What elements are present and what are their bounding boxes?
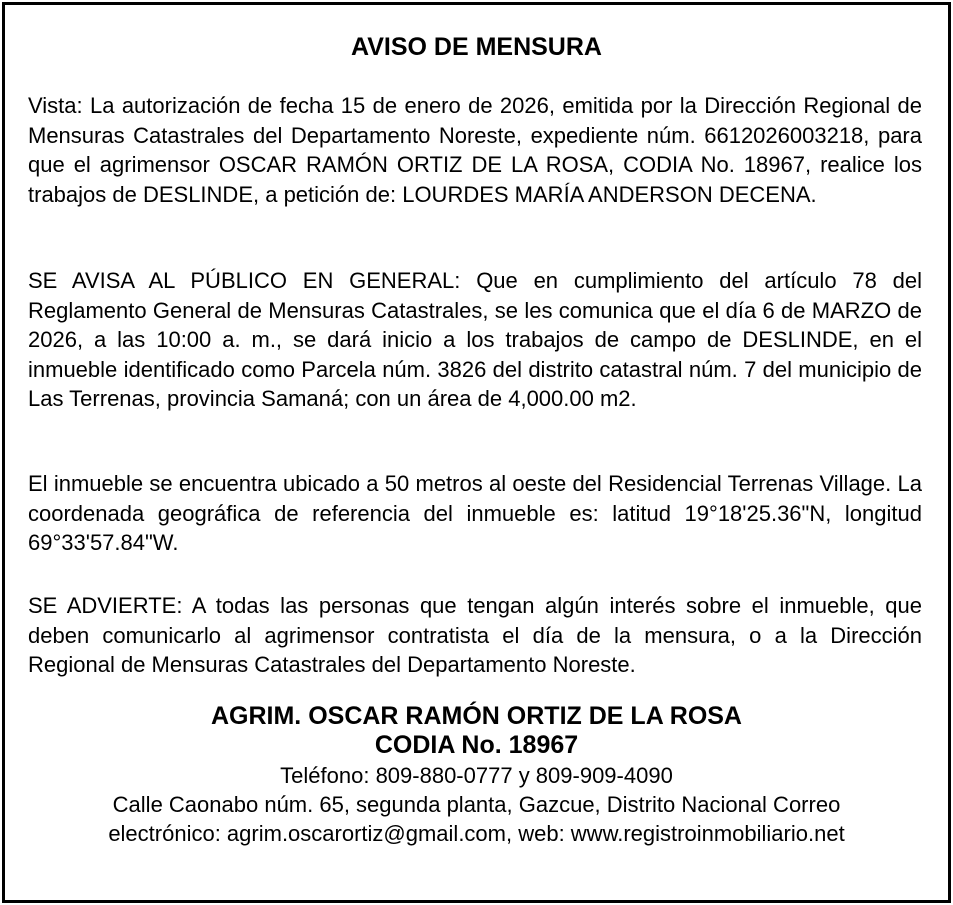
codia-number: CODIA No. 18967 <box>374 731 579 759</box>
signature-block <box>5 702 948 848</box>
notice-box <box>2 2 951 903</box>
authorization-paragraph: Vista: La autorización de fecha 15 de enero de 2026, emitida por la Dirección Regional de Mensuras Catastrales del Departamento Noreste, expediente núm. 6612026003218, para que el agrimensor OSCAR RAMÓN ORTIZ DE LA ROSA, CODIA No. 18967, realice los trabajos de DESLINDE, a petición de: LOURDES MARÍA ANDERSON DECENA. <box>28 93 922 207</box>
address-line: Calle Caonabo núm. 65, segunda planta, Gazcue, Distrito Nacional Correo <box>112 792 841 817</box>
public-notice-paragraph: SE AVISA AL PÚBLICO EN GENERAL: Que en cumplimiento del artículo 78 del Reglamento General de Mensuras Catastrales, se les comunica que el día 6 de MARZO de 2026, a las 10:00 a. m., se dará inicio a los trabajos de campo de DESLINDE, en el inmueble identificado como Parcela núm. 3826 del distrito catastral núm. 7 del municipio de Las Terrenas, provincia Samaná; con un área de 4,000.00 m2. <box>28 268 922 412</box>
contact-line: electrónico: agrim.oscarortiz@gmail.com, web: www.registroinmobiliario.net <box>108 821 845 846</box>
surveyor-name: AGRIM. OSCAR RAMÓN ORTIZ DE LA ROSA <box>210 702 742 730</box>
notice-title: AVISO DE MENSURA <box>351 33 602 61</box>
phone-line: Teléfono: 809-880-0777 y 809-909-4090 <box>280 763 673 788</box>
location-paragraph: El inmueble se encuentra ubicado a 50 metros al oeste del Residencial Terrenas Village. La coordenada geográfica de referencia del inmueble es: latitud 19°18'25.36"N, longitud 69°33'57.84"W. <box>28 471 922 556</box>
warning-paragraph: SE ADVIERTE: A todas las personas que tengan algún interés sobre el inmueble, que deben comunicarlo al agrimensor contratista el día de la mensura, o a la Dirección Regional de Mensuras Catastrales del Departamento Noreste. <box>28 593 922 678</box>
